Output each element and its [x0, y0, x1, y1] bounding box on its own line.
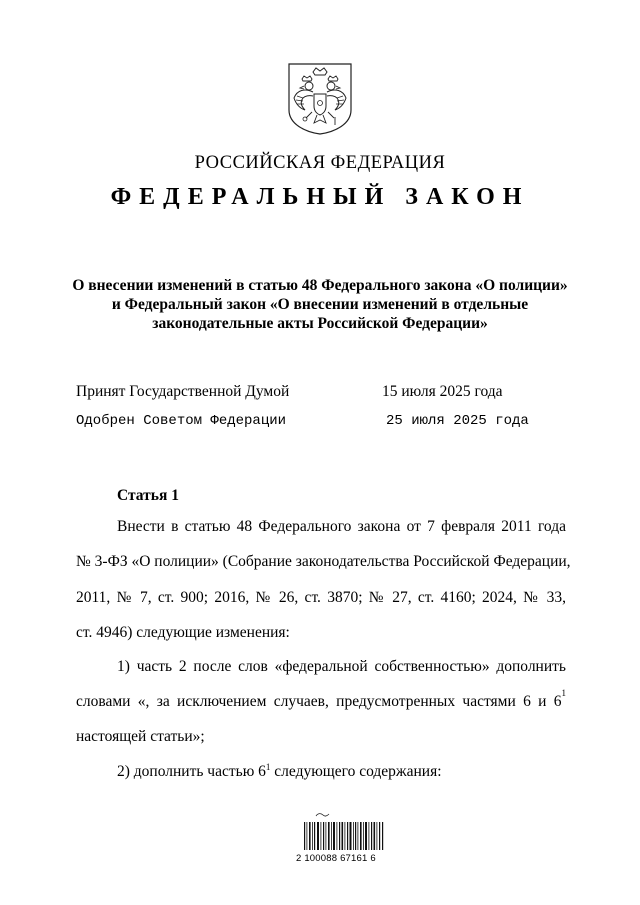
- amendment-item-2-text: 2) дополнить частью 6: [117, 763, 266, 780]
- article-paragraph-line: 2011, № 7, ст. 900; 2016, № 26, ст. 3870; № 27, ст. 4160; 2024, № 33,: [76, 589, 566, 606]
- document-barcode: [296, 812, 392, 874]
- amendment-item-1-text: словами «, за исключением случаев, предусмотренных частями 6 и 6: [76, 693, 562, 710]
- article-paragraph-line: № 3-ФЗ «О полиции» (Собрание законодательства Российской Федерации,: [76, 553, 571, 570]
- country-name: РОССИЙСКАЯ ФЕДЕРАЦИЯ: [194, 153, 446, 173]
- barcode-icon: [296, 812, 392, 852]
- coat-of-arms-emblem: [287, 62, 353, 136]
- amendment-item-1-line: настоящей статьи»;: [76, 728, 205, 745]
- barcode-digits: 2 100088 67161 6: [296, 853, 376, 864]
- article-heading: Статья 1: [117, 487, 179, 504]
- council-approval-date: 25 июля 2025 года: [386, 413, 529, 429]
- council-approval-label: Одобрен Советом Федерации: [76, 413, 287, 429]
- superscript-index: 1: [265, 762, 271, 772]
- law-title-line: и Федеральный закон «О внесении изменений в отдельные: [111, 296, 529, 313]
- article-paragraph-line: ст. 4946) следующие изменения:: [76, 624, 290, 641]
- document-type-heading: ФЕДЕРАЛЬНЫЙ ЗАКОН: [110, 184, 530, 210]
- amendment-item-2-tail: следующего содержания:: [270, 763, 442, 780]
- law-title: [70, 276, 570, 333]
- duma-adoption-date: 15 июля 2025 года: [382, 383, 503, 400]
- double-headed-eagle-icon: [287, 62, 353, 136]
- amendment-item-1-line: 1) часть 2 после слов «федеральной собственностью» дополнить: [117, 658, 566, 675]
- amendment-item-2: [117, 763, 442, 781]
- superscript-index: 1: [561, 688, 566, 698]
- article-paragraph-line: Внести в статью 48 Федерального закона от 7 февраля 2011 года: [117, 518, 566, 535]
- law-title-line: О внесении изменений в статью 48 Федерального закона «О полиции»: [72, 277, 568, 294]
- amendment-item-1-line: [76, 688, 566, 711]
- law-title-line: законодательные акты Российской Федерации»: [152, 315, 488, 332]
- duma-adoption-label: Принят Государственной Думой: [76, 383, 290, 400]
